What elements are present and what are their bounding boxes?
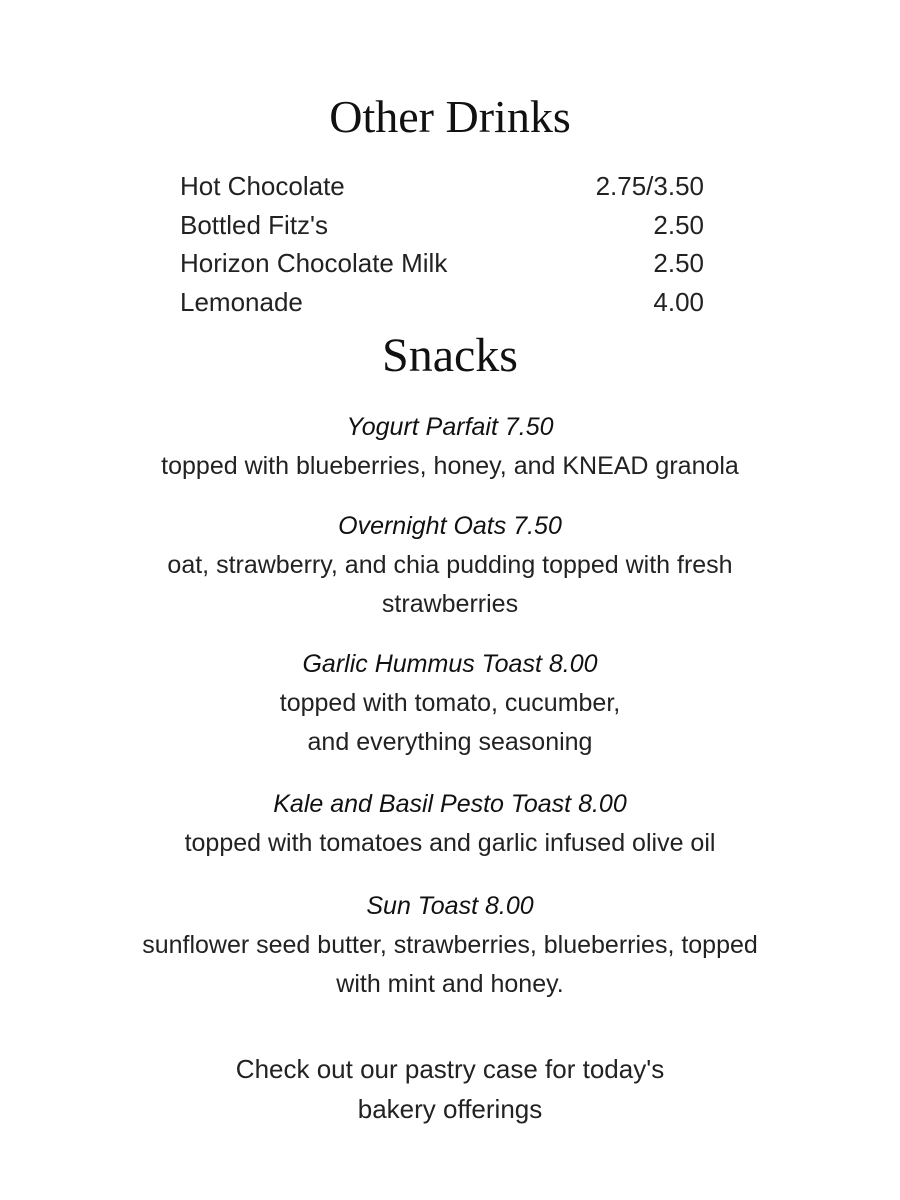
drink-price: 2.75/3.50 (595, 171, 704, 201)
snack-description: topped with tomatoes and garlic infused olive oil (184, 829, 716, 857)
snack-name: Kale and Basil Pesto Toast 8.00 (273, 790, 627, 818)
snack-description: strawberries (381, 590, 519, 618)
footer-line: Check out our pastry case for today's (235, 1054, 665, 1084)
drink-price: 2.50 (653, 209, 704, 240)
snack-item (0, 645, 900, 762)
drink-item (180, 244, 704, 283)
snack-description: and everything seasoning (307, 728, 593, 756)
snack-name: Overnight Oats 7.50 (338, 512, 562, 540)
snack-item (0, 408, 900, 486)
drink-item (180, 206, 704, 245)
snack-name: Garlic Hummus Toast 8.00 (302, 650, 598, 678)
drink-price: 2.50 (653, 248, 704, 279)
drink-price: 4.00 (653, 287, 704, 318)
drink-name: Horizon Chocolate Milk (180, 248, 448, 279)
snack-item (0, 507, 900, 624)
section-title-snacks: Snacks (382, 329, 518, 382)
drink-item (180, 283, 704, 322)
drink-name: Bottled Fitz's (180, 209, 329, 240)
snack-item (0, 887, 900, 1004)
snack-item (0, 785, 900, 863)
drink-name: Hot Chocolate (180, 171, 345, 201)
snack-description: topped with tomato, cucumber, (279, 689, 621, 717)
section-title-other-drinks: Other Drinks (329, 91, 571, 142)
snack-description: oat, strawberry, and chia pudding topped with fresh (167, 551, 733, 579)
snack-description: with mint and honey. (336, 970, 564, 998)
snack-description: topped with blueberries, honey, and KNEAD granola (161, 452, 739, 480)
drink-item (180, 167, 704, 206)
footer-note (0, 1049, 900, 1129)
snack-description: sunflower seed butter, strawberries, blueberries, topped (142, 931, 758, 959)
footer-line: bakery offerings (357, 1094, 543, 1124)
drink-name: Lemonade (180, 287, 303, 318)
drinks-list (180, 167, 704, 322)
snack-name: Yogurt Parfait 7.50 (346, 413, 554, 441)
snack-name: Sun Toast 8.00 (366, 892, 534, 920)
